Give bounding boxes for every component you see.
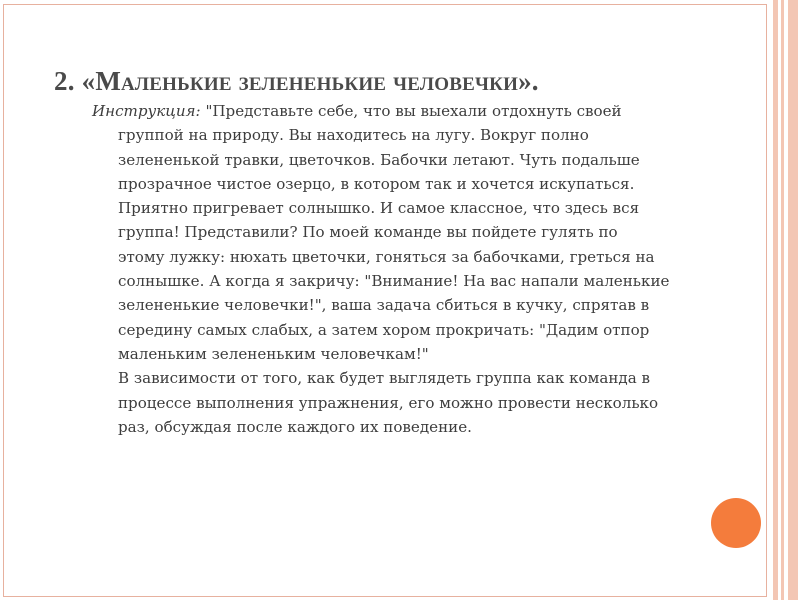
text-line: группой на природу. Вы находитесь на лугу. Вокруг полно [118, 126, 589, 145]
text-line: зелененькие человечки!", ваша задача сбиться в кучку, спрятав в [118, 296, 650, 315]
text-line [92, 99, 777, 123]
text-line: зелененькой травки, цветочков. Бабочки летают. Чуть подальше [118, 150, 640, 169]
first-line-text: "Представьте себе, что вы выехали отдохнуть своей [200, 102, 622, 120]
title-open-quote: « [81, 66, 96, 96]
text-line: группа! Представили? По моей команде вы пойдете гулять по [118, 223, 618, 242]
text-line: Приятно пригревает солнышко. И самое классное, что здесь вся [118, 199, 640, 218]
text-line: раз, обсуждая после каждого их поведение. [118, 417, 472, 436]
title-number: 2. [54, 66, 82, 96]
text-line: маленьким зелененьким человечкам!" [118, 344, 429, 363]
text-line: прозрачное чистое озерцо, в котором так и хочется искупаться. [118, 174, 635, 193]
text-line: процессе выполнения упражнения, его можно провести несколько [118, 393, 659, 412]
orange-circle-decoration [711, 498, 761, 548]
title-text: Маленькие зелененькие человечки [95, 66, 519, 96]
text-line: середину самых слабых, а затем хором прокричать: "Дадим отпор [118, 320, 650, 339]
decorative-stripe [781, 0, 784, 600]
instruction-label: Инструкция: [92, 102, 201, 120]
title-close-quote: ». [518, 66, 539, 96]
text-line: солнышке. А когда я закричу: "Внимание! На вас напали маленькие [118, 272, 670, 291]
text-line: этому лужку: нюхать цветочки, гоняться за бабочками, греться на [118, 247, 655, 266]
decorative-stripe [788, 0, 798, 600]
text-line: В зависимости от того, как будет выглядеть группа как команда в [118, 369, 651, 388]
instruction-text [92, 99, 777, 439]
slide-title [54, 66, 539, 97]
